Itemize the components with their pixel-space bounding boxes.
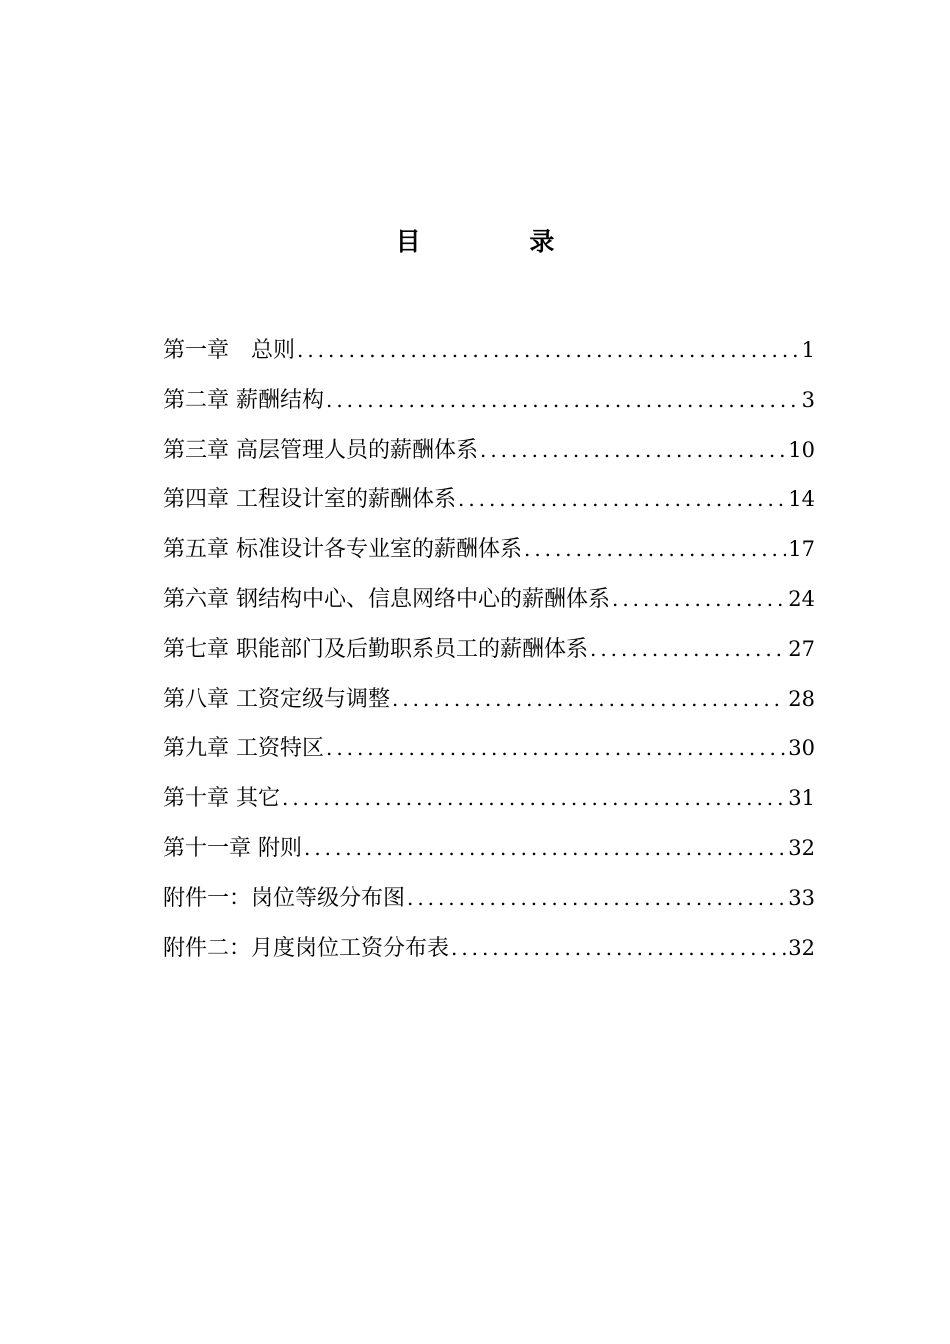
toc-item-label: 第八章 工资定级与调整 xyxy=(163,686,390,712)
toc-item-page: 32 xyxy=(788,835,815,860)
toc-item[interactable] xyxy=(163,330,815,380)
toc-leader-dots xyxy=(392,679,786,719)
toc-item-label: 第六章 钢结构中心、信息网络中心的薪酬体系 xyxy=(163,586,610,612)
toc-item-label: 第四章 工程设计室的薪酬体系 xyxy=(163,487,456,513)
toc-leader-dots xyxy=(304,828,786,868)
toc-item-label: 第一章 总则 xyxy=(163,338,296,363)
toc-item-label: 第十章 其它 xyxy=(163,786,280,812)
toc-item-page: 31 xyxy=(788,786,815,811)
toc-item[interactable] xyxy=(163,479,815,529)
toc-leader-dots xyxy=(480,430,786,470)
toc-item-label: 第三章 高层管理人员的薪酬体系 xyxy=(163,437,478,463)
toc-item-page: 3 xyxy=(801,387,815,412)
toc-item-label: 第九章 工资特区 xyxy=(163,736,324,762)
toc-item-page: 32 xyxy=(788,935,815,960)
toc-leader-dots xyxy=(612,579,786,619)
toc-item-page: 28 xyxy=(788,686,815,711)
toc-item[interactable] xyxy=(163,878,815,928)
toc-item-page: 33 xyxy=(788,885,815,910)
toc-item-label: 第二章 薪酬结构 xyxy=(163,387,324,413)
toc-item-page: 27 xyxy=(788,636,815,661)
page-title: 目 录 xyxy=(395,227,605,256)
toc-item[interactable] xyxy=(163,728,815,778)
toc-item-label: 第七章 职能部门及后勤职系员工的薪酬体系 xyxy=(163,636,588,662)
toc-leader-dots xyxy=(297,330,800,370)
toc-item-label: 第十一章 附则 xyxy=(163,835,302,861)
toc-leader-dots xyxy=(590,629,786,669)
toc-item-page: 10 xyxy=(788,437,815,462)
toc-item[interactable] xyxy=(163,380,815,430)
toc-item-label: 附件二：月度岗位工资分布表 xyxy=(163,935,450,961)
toc-item[interactable] xyxy=(163,828,815,878)
toc-leader-dots xyxy=(407,878,786,918)
toc-item[interactable] xyxy=(163,778,815,828)
toc-item[interactable] xyxy=(163,928,815,978)
toc-leader-dots xyxy=(451,928,786,968)
toc-item-page: 24 xyxy=(788,586,815,611)
toc-item[interactable] xyxy=(163,579,815,629)
toc-item-page: 17 xyxy=(788,537,815,562)
toc-item[interactable] xyxy=(163,529,815,579)
toc-leader-dots xyxy=(282,778,786,818)
toc-leader-dots xyxy=(458,479,786,519)
toc-leader-dots xyxy=(326,728,786,768)
toc-item-page: 1 xyxy=(801,338,815,362)
toc-item[interactable] xyxy=(163,430,815,480)
toc-item-label: 附件一：岗位等级分布图 xyxy=(163,885,406,911)
toc-item[interactable] xyxy=(163,679,815,729)
toc-item-page: 30 xyxy=(788,736,815,761)
toc-item[interactable] xyxy=(163,629,815,679)
table-of-contents xyxy=(163,330,815,977)
toc-leader-dots xyxy=(326,380,800,420)
toc-leader-dots xyxy=(524,529,786,569)
toc-item-page: 14 xyxy=(788,487,815,512)
toc-item-label: 第五章 标准设计各专业室的薪酬体系 xyxy=(163,537,522,563)
